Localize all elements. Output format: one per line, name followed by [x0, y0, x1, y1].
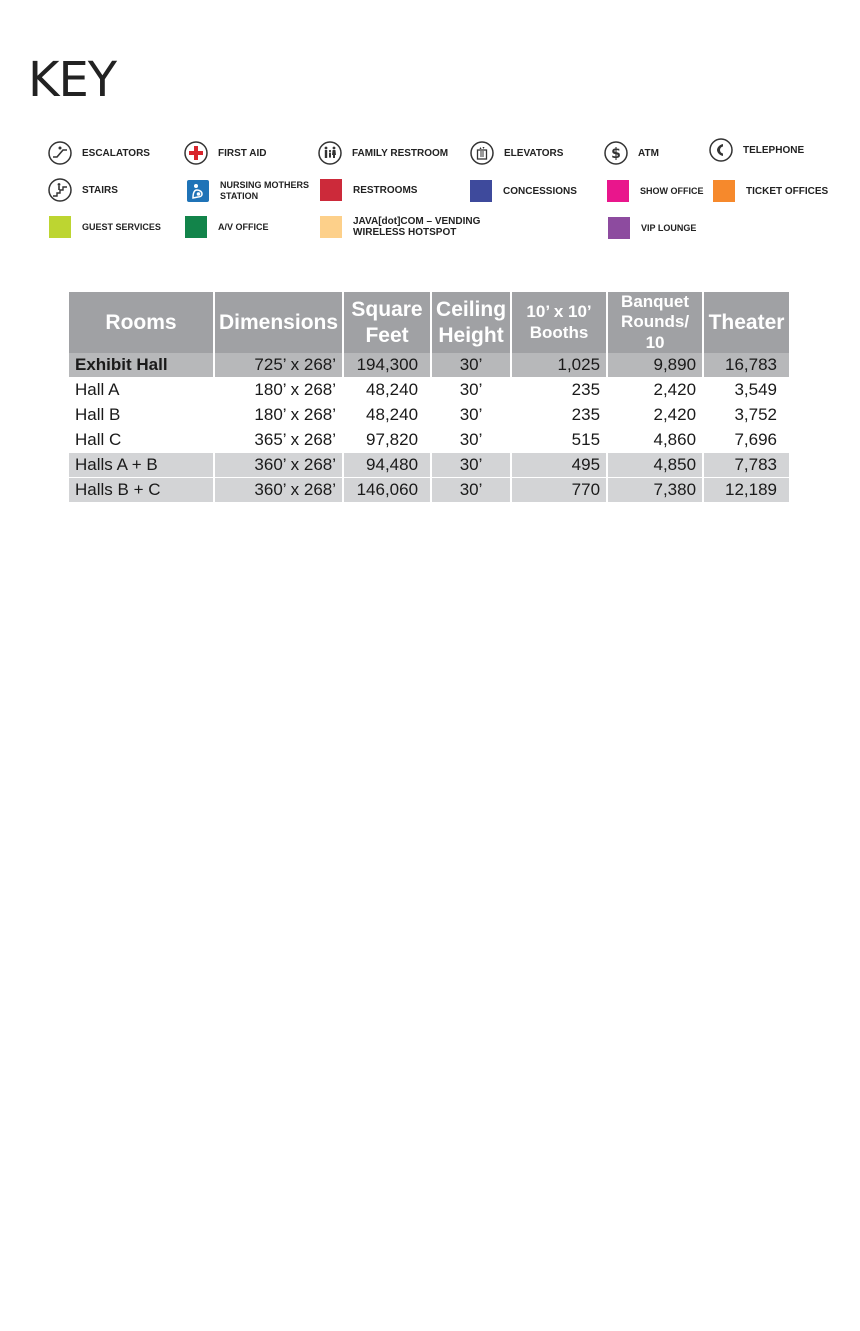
header-dimensions: Dimensions	[214, 292, 343, 353]
telephone-icon	[709, 138, 733, 162]
cell-theater: 7,783	[703, 453, 789, 478]
guest-services-swatch	[49, 216, 71, 238]
cell-square-feet: 48,240	[343, 403, 431, 428]
key-title: KEY	[28, 52, 117, 108]
cell-square-feet: 94,480	[343, 453, 431, 478]
cell-theater: 12,189	[703, 478, 789, 503]
cell-ceiling-height: 30’	[431, 428, 511, 453]
legend-guest-services: GUEST SERVICES	[48, 215, 161, 239]
legend-show-office: SHOW OFFICE	[606, 179, 704, 203]
header-square-feet: Square Feet	[343, 292, 431, 353]
cell-room: Exhibit Hall	[69, 353, 214, 378]
restrooms-swatch	[320, 179, 342, 201]
show-office-swatch	[607, 180, 629, 202]
legend-elevators: ELEVATORS	[470, 141, 563, 165]
cell-dimensions: 180’ x 268’	[214, 403, 343, 428]
table-row	[69, 428, 789, 453]
cell-booths: 770	[511, 478, 607, 503]
cell-ceiling-height: 30’	[431, 478, 511, 503]
cell-dimensions: 360’ x 268’	[214, 478, 343, 503]
legend-ticket-offices: TICKET OFFICES	[712, 179, 828, 203]
cell-room: Halls A + B	[69, 453, 214, 478]
legend-stairs: STAIRS	[48, 178, 118, 202]
legend-family-restroom: FAMILY RESTROOM	[318, 141, 448, 165]
legend-nursing-mothers: NURSING MOTHERS STATION	[186, 179, 310, 203]
cell-banquet: 2,420	[607, 378, 703, 403]
room-capacity-table	[69, 292, 789, 503]
java-dot-com-swatch	[320, 216, 342, 238]
legend-first-aid: FIRST AID	[184, 141, 267, 165]
cell-theater: 3,549	[703, 378, 789, 403]
header-banquet-rounds: Banquet Rounds/ 10	[607, 292, 703, 353]
cell-square-feet: 97,820	[343, 428, 431, 453]
legend-av-office: A/V OFFICE	[184, 215, 269, 239]
table-row	[69, 453, 789, 478]
cell-room: Hall A	[69, 378, 214, 403]
table-header-row	[69, 292, 789, 353]
header-booths: 10’ x 10’ Booths	[511, 292, 607, 353]
cell-theater: 3,752	[703, 403, 789, 428]
cell-dimensions: 180’ x 268’	[214, 378, 343, 403]
cell-booths: 235	[511, 403, 607, 428]
legend-vip-lounge: VIP LOUNGE	[607, 216, 696, 240]
legend-restrooms: RESTROOMS	[319, 178, 417, 202]
table-row	[69, 378, 789, 403]
av-office-swatch	[185, 216, 207, 238]
cell-theater: 7,696	[703, 428, 789, 453]
cell-square-feet: 194,300	[343, 353, 431, 378]
cell-booths: 495	[511, 453, 607, 478]
stairs-icon	[48, 178, 72, 202]
header-rooms: Rooms	[69, 292, 214, 353]
cell-ceiling-height: 30’	[431, 378, 511, 403]
legend-concessions: CONCESSIONS	[469, 179, 577, 203]
cell-room: Hall C	[69, 428, 214, 453]
elevator-icon	[470, 141, 494, 165]
legend-java-dot-com: JAVA[dot]COM – VENDING WIRELESS HOTSPOT	[319, 215, 503, 239]
legend-telephone: TELEPHONE	[709, 138, 804, 162]
cell-booths: 515	[511, 428, 607, 453]
cell-room: Halls B + C	[69, 478, 214, 503]
cell-banquet: 4,860	[607, 428, 703, 453]
cell-dimensions: 725’ x 268’	[214, 353, 343, 378]
escalator-icon	[48, 141, 72, 165]
cell-room: Hall B	[69, 403, 214, 428]
cell-ceiling-height: 30’	[431, 403, 511, 428]
first-aid-icon	[184, 141, 208, 165]
cell-ceiling-height: 30’	[431, 453, 511, 478]
cell-theater: 16,783	[703, 353, 789, 378]
cell-booths: 1,025	[511, 353, 607, 378]
cell-ceiling-height: 30’	[431, 353, 511, 378]
legend-atm: $ ATM	[604, 141, 659, 165]
vip-lounge-swatch	[608, 217, 630, 239]
cell-booths: 235	[511, 378, 607, 403]
legend-escalators: ESCALATORS	[48, 141, 150, 165]
header-ceiling-height: Ceiling Height	[431, 292, 511, 353]
dollar-icon	[604, 141, 628, 165]
ticket-offices-swatch	[713, 180, 735, 202]
family-restroom-icon	[318, 141, 342, 165]
svg-text:$: $	[611, 146, 621, 162]
cell-dimensions: 360’ x 268’	[214, 453, 343, 478]
table-row	[69, 403, 789, 428]
cell-banquet: 4,850	[607, 453, 703, 478]
cell-banquet: 7,380	[607, 478, 703, 503]
cell-square-feet: 146,060	[343, 478, 431, 503]
header-theater: Theater	[703, 292, 789, 353]
cell-banquet: 9,890	[607, 353, 703, 378]
cell-square-feet: 48,240	[343, 378, 431, 403]
concessions-swatch	[470, 180, 492, 202]
table-row	[69, 478, 789, 503]
cell-dimensions: 365’ x 268’	[214, 428, 343, 453]
cell-banquet: 2,420	[607, 403, 703, 428]
nursing-mothers-icon	[186, 179, 210, 203]
table-row	[69, 353, 789, 378]
